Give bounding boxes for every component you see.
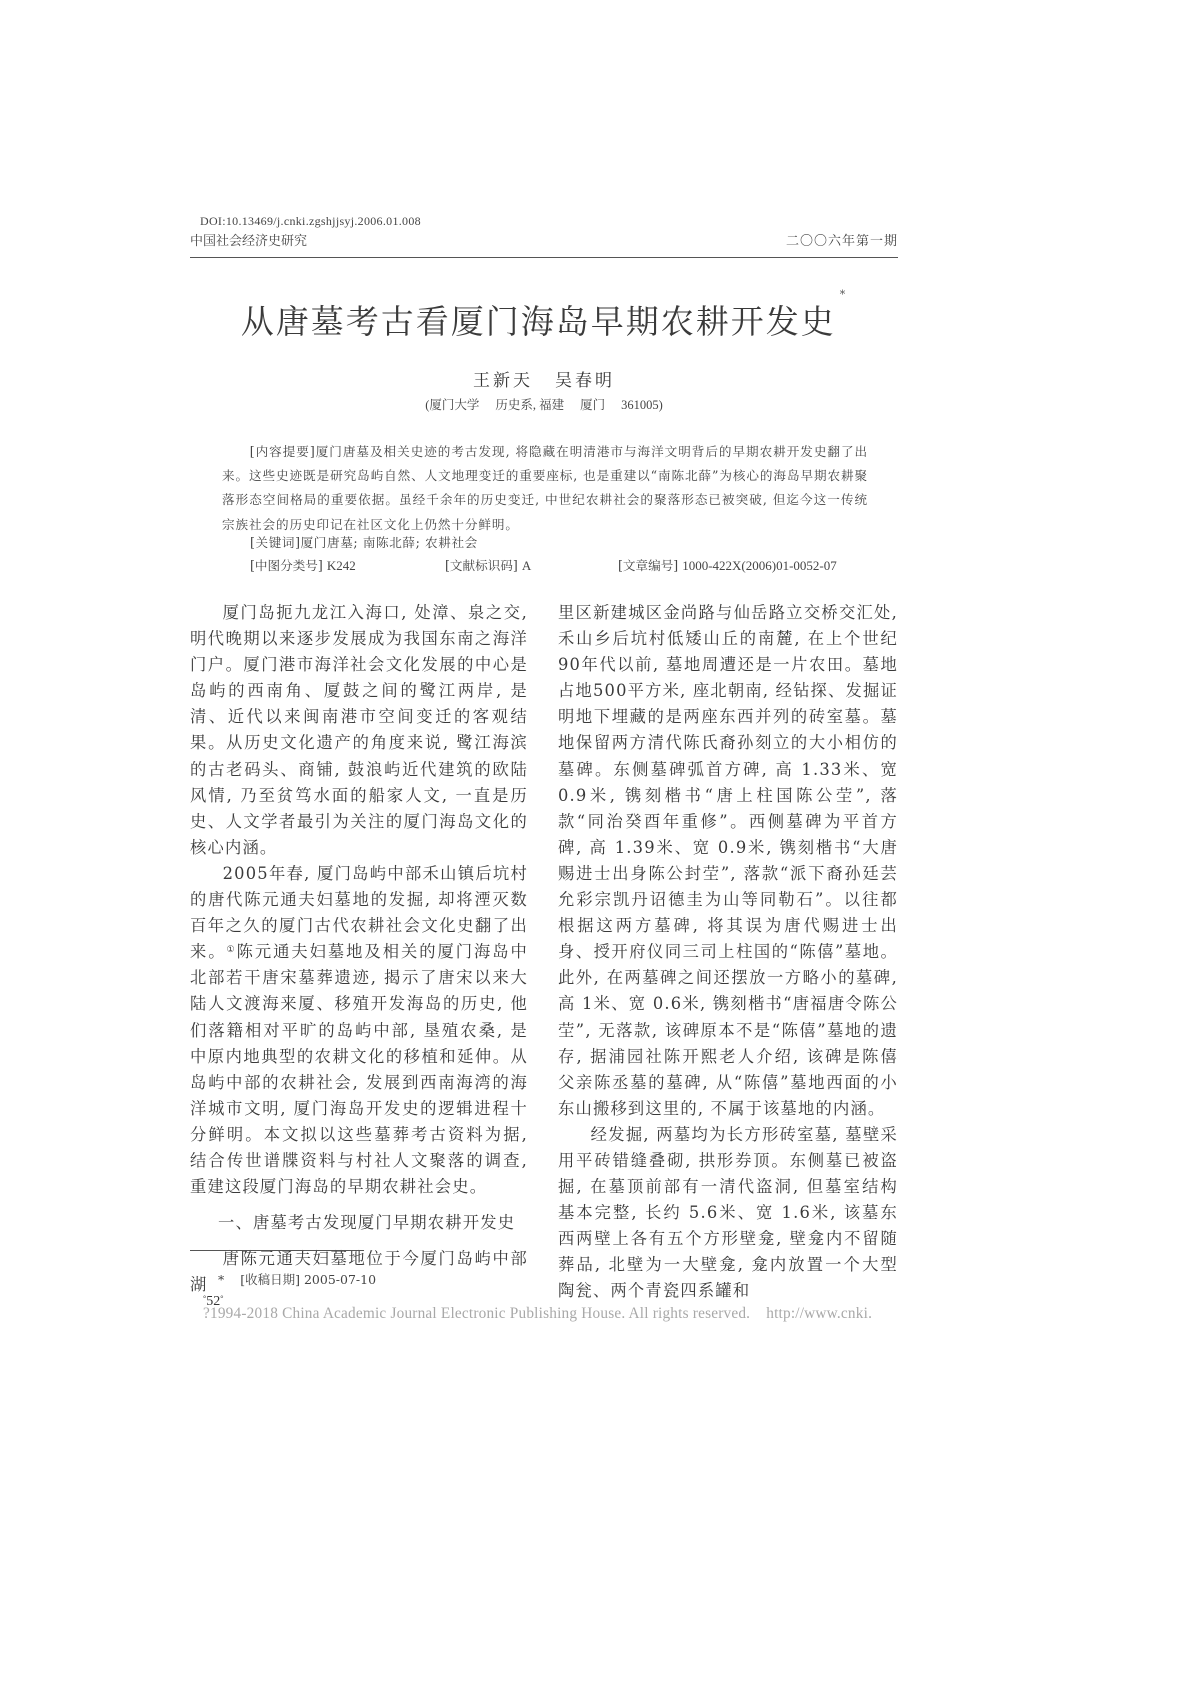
- article-number-value: 1000-422X(2006)01-0052-07: [682, 558, 837, 573]
- copyright-watermark: [203, 1305, 872, 1323]
- paragraph: 唐陈元通夫妇墓地位于今厦门岛屿中部湖: [190, 1249, 528, 1295]
- doi: DOI:10.13469/j.cnki.zgshjjsyj.2006.01.008: [200, 214, 421, 228]
- endnote-mark: ①: [226, 945, 237, 956]
- doc-code: [445, 555, 531, 574]
- article-number-label: [文章编号]: [618, 558, 679, 573]
- footnote-mark: *: [218, 1272, 225, 1287]
- article-title: [190, 288, 898, 343]
- section-heading: 一、唐墓考古发现厦门早期农耕开发史: [218, 1213, 516, 1233]
- affiliation: [190, 395, 898, 413]
- title-footnote-mark: *: [839, 288, 848, 301]
- clc-value: K242: [326, 558, 356, 573]
- footnote-text: [收稿日期] 2005-07-10: [240, 1272, 377, 1287]
- paragraph: [190, 861, 528, 1200]
- doc-label: [文献标识码]: [445, 558, 518, 573]
- paragraph: 里区新建城区金尚路与仙岳路立交桥交汇处, 禾山乡后坑村低矮山丘的南麓, 在上个世纪 90年代以前, 墓地周遭还是一片农田。墓地占地500平方米, 座北朝南, 经钻探、发掘证明地下埋藏的是两座东西并列的砖室墓。墓地保留两方清代陈氏裔孙刻立的大小相仿的墓碑。东侧墓碑弧首方碑, 高 1.33米、宽 0.9米, 镌刻楷书“唐上柱国陈公茔”, 落款“同治癸酉年重修”。西侧墓碑为平首方碑, 高 1.39米、宽 0.9米, 镌刻楷书“大唐赐进士出身陈公封茔”, 落款“派下裔孙廷芸允彩宗凯丹诏德圭为山等同勒石”。以往都根据这两方墓碑, 将其误为唐代赐进士出身、授开府仪同三司上柱国的“陈僖”墓地。此外, 在两墓碑之间还摆放一方略小的墓碑, 高 1米、宽 0.6米, 镌刻楷书“唐福唐令陈公茔”, 无落款, 该碑原本不是“陈僖”墓地的遗存, 据浦园社陈开熙老人介绍, 该碑是陈僖父亲陈丞墓的墓碑, 从“陈僖”墓地西面的小东山搬移到这里的, 不属于该墓地的内涵。: [558, 603, 898, 1118]
- doc-value: A: [521, 558, 532, 573]
- authors: [190, 366, 898, 391]
- author-1: 王新天: [473, 371, 533, 391]
- page-number-value: 52: [206, 1294, 221, 1309]
- affil-zip: 361005): [621, 398, 663, 412]
- title-text: 从唐墓考古看厦门海岛早期农耕开发史: [240, 302, 836, 341]
- keywords-label: [关键词]: [250, 535, 301, 550]
- clc-code: [250, 555, 356, 574]
- keywords: [250, 532, 478, 551]
- journal-name: 中国社会经济史研究: [190, 234, 308, 249]
- author-2: 吴春明: [555, 371, 615, 391]
- footnote: [218, 1270, 376, 1288]
- body-column-left: [190, 600, 528, 1298]
- paragraph-text: 陈元通夫妇墓地及相关的厦门海岛中北部若干唐宋墓葬遗迹, 揭示了唐宋以来大陆人文渡海来厦、移殖开发海岛的历史, 他们落籍相对平旷的岛屿中部, 垦殖农桑, 是中原内地典型的农耕文化的移植和延伸。从岛屿中部的农耕社会, 发展到西南海湾的海洋城市文明, 厦门海岛开发史的逻辑进程十分鲜明。本文拟以这些墓葬考古资料为据, 结合传世谱牒资料与村社人文聚落的调查, 重建这段厦门海岛的早期农耕社会史。: [190, 942, 529, 1197]
- paragraph: 厦门岛扼九龙江入海口, 处漳、泉之交, 明代晚期以来逐步发展成为我国东南之海洋门户。厦门港市海洋社会文化发展的中心是岛屿的西南角、厦鼓之间的鹭江两岸, 是清、近代以来闽南港市空间变迁的客观结果。从历史文化遗产的角度来说, 鹭江海滨的古老码头、商铺, 鼓浪屿近代建筑的欧陆风情, 乃至贫笃水面的船家人文, 一直是历史、人文学者最引为关注的厦门海岛文化的核心内涵。: [190, 603, 528, 857]
- abstract: [222, 440, 868, 537]
- affil-dept: 历史系, 福建: [495, 398, 565, 412]
- footnote-rule: [190, 1250, 364, 1251]
- abstract-text: 厦门唐墓及相关史迹的考古发现, 将隐藏在明清港市与海洋文明背后的早期农耕开发史翻了出来。这些史迹既是研究岛屿自然、人文地理变迁的重要座标, 也是重建以“南陈北薛”为核心的海岛早期农耕聚落形态空间格局的重要依据。虽经千余年的历史变迁, 中世纪农耕社会的聚落形态已被突破, 但迄今这一传统宗族社会的历史印记在社区文化上仍然十分鲜明。: [222, 444, 868, 532]
- issue-label: 二〇〇六年第一期: [785, 234, 898, 249]
- paragraph: 经发掘, 两墓均为长方形砖室墓, 墓壁采用平砖错缝叠砌, 拱形券顶。东侧墓已被盗掘, 在墓顶前部有一清代盗洞, 但墓室结构基本完整, 长约 5.6米、宽 1.6米, 该墓东西两壁上各有五个方形壁龛, 壁龛内不留随葬品, 北壁为一大壁龛, 龛内放置一个大型陶瓮、两个青瓷四系罐和: [558, 1124, 898, 1301]
- affil-univ: (厦门大学: [425, 398, 480, 412]
- watermark-text: ?1994-2018 China Academic Journal Electronic Publishing House. All rights reserved.: [203, 1305, 751, 1322]
- paragraph-text: 2005年春, 厦门岛屿中部禾山镇后坑村的唐代陈元通夫妇墓地的发掘, 却将湮灭数百年之久的厦门古代农耕社会文化史翻了出来。: [190, 863, 528, 962]
- page-number: °52°: [203, 1294, 224, 1309]
- header-rule: [190, 257, 898, 258]
- watermark-url: http://www.cnki.: [766, 1305, 873, 1322]
- article-number: [618, 555, 837, 574]
- keywords-text: 厦门唐墓; 南陈北薛; 农耕社会: [300, 535, 478, 550]
- affil-city: 厦门: [580, 398, 606, 412]
- abstract-label: [内容提要]: [249, 444, 316, 459]
- body-column-right: [558, 600, 898, 1305]
- clc-label: [中图分类号]: [250, 558, 323, 573]
